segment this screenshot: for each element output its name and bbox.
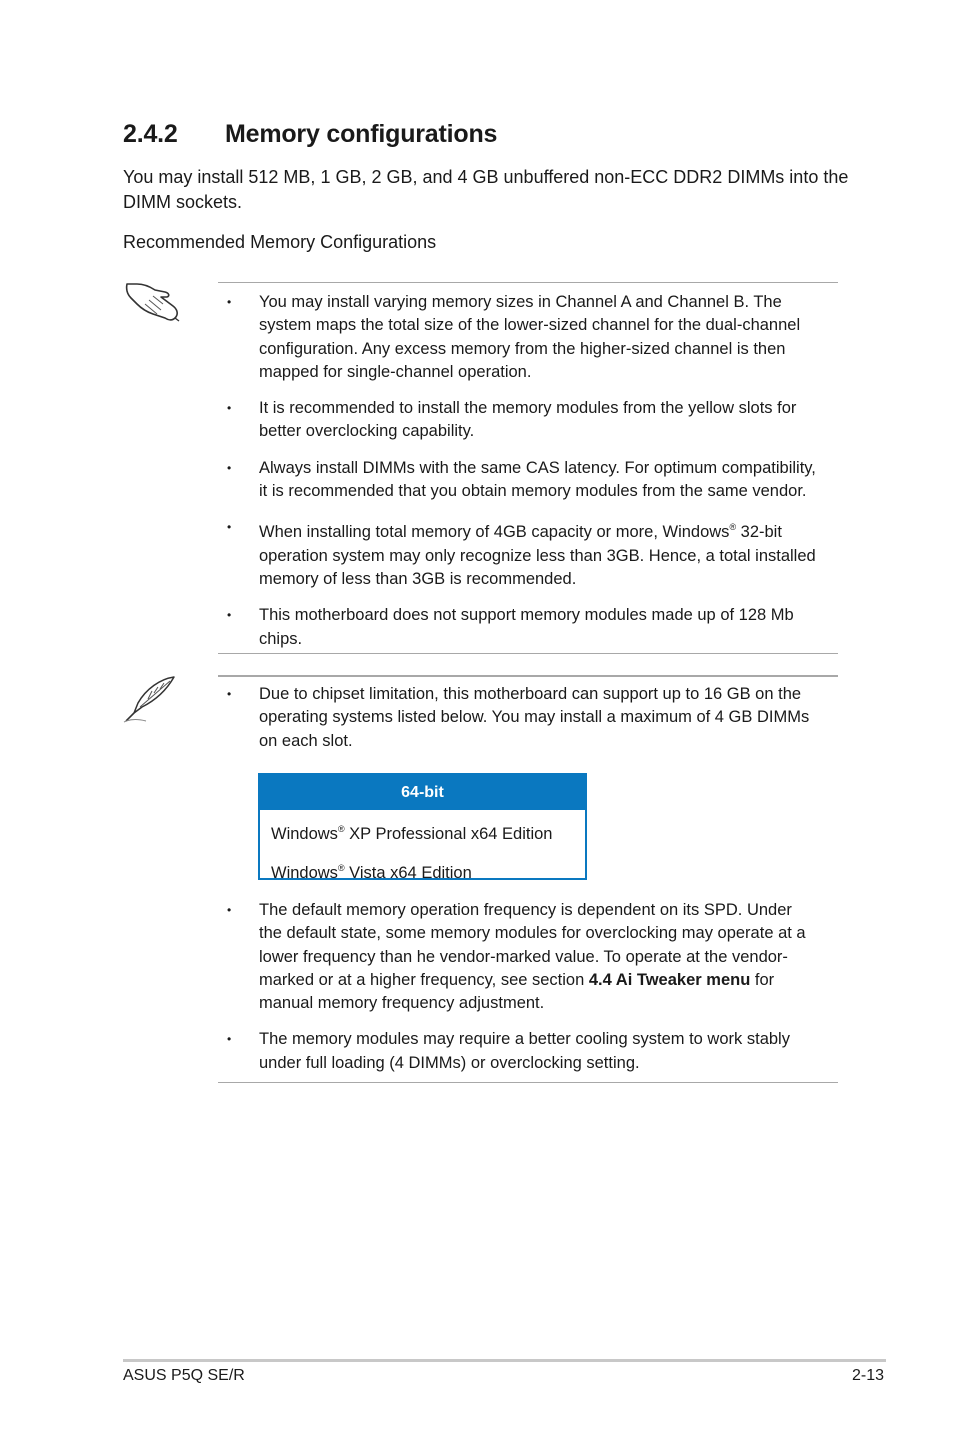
note-top-rule	[218, 675, 838, 677]
os-brand: Windows	[271, 864, 338, 882]
caution-top-rule	[218, 282, 838, 283]
intro-paragraph: You may install 512 MB, 1 GB, 2 GB, and 4 GB unbuffered non-ECC DDR2 DIMMs into the DIMM sockets.	[123, 167, 849, 212]
page-number: 2-13	[852, 1367, 885, 1384]
note-item-text-start: The default memory operation frequency is dependent on its SPD. Under the default state, some memory modules for overclocking may operate at a lower frequency than he vendor-marked value. To operate at the vendor-marked or at a higher frequency, see section	[259, 901, 806, 989]
section-reference: 4.4 Ai Tweaker menu	[588, 970, 751, 989]
caution-item: • Always install DIMMs with the same CAS latency. For optimum compatibility, it is recommended that you obtain memory modules from the same vendor.	[227, 457, 817, 504]
note-item: • The memory modules may require a better cooling system to work stably under full loading (4 DIMMs) or overclocking setting.	[227, 1028, 817, 1075]
caution-list	[227, 291, 817, 651]
note-list-more	[227, 899, 817, 1075]
registered-mark: ®	[337, 863, 345, 873]
subheading: Recommended Memory Configurations	[123, 232, 437, 252]
hand-icon	[123, 278, 183, 328]
caution-item	[227, 516, 817, 591]
note-list-first	[227, 683, 817, 753]
os-brand: Windows	[271, 825, 338, 843]
os-support-table	[258, 773, 587, 880]
section-title-text: Memory configurations	[225, 120, 498, 148]
section-number: 2.4.2	[123, 120, 178, 148]
registered-mark: ®	[337, 824, 345, 834]
os-table-header: 64-bit	[260, 775, 585, 810]
note-item: • Due to chipset limitation, this motherboard can support up to 16 GB on the operating systems listed below. You may install a maximum of 4 GB DIMMs on each slot.	[227, 683, 817, 753]
note-item-text-end: for manual memory frequency adjustment.	[259, 970, 775, 1013]
os-name: XP Professional x64 Edition	[344, 825, 553, 843]
os-table-row	[260, 812, 585, 851]
caution-bottom-rule	[218, 653, 838, 654]
note-bottom-rule	[218, 1082, 838, 1083]
caution-item: • It is recommended to install the memory modules from the yellow slots for better overclocking capability.	[227, 397, 817, 444]
os-name: Vista x64 Edition	[344, 864, 472, 882]
caution-item-text-start: When installing total memory of 4GB capacity or more, Windows	[259, 523, 730, 542]
note-item	[227, 899, 817, 1015]
registered-mark: ®	[729, 522, 737, 533]
caution-item: • This motherboard does not support memory modules made up of 128 Mb chips.	[227, 604, 817, 651]
footer-product-name: ASUS P5Q SE/R	[123, 1367, 245, 1384]
os-table-row	[260, 851, 585, 890]
caution-item-text-end: 32-bit operation system may only recognize less than 3GB. Hence, a total installed memory of less than 3GB is recommended.	[259, 523, 816, 588]
feather-pen-icon	[120, 673, 180, 723]
section-title	[123, 120, 497, 149]
footer-rule	[123, 1359, 886, 1362]
caution-item: • You may install varying memory sizes in Channel A and Channel B. The system maps the total size of the lower-sized channel for the dual-channel configuration. Any excess memory from the higher-sized channel is then mapped for single-channel operation.	[227, 291, 817, 384]
